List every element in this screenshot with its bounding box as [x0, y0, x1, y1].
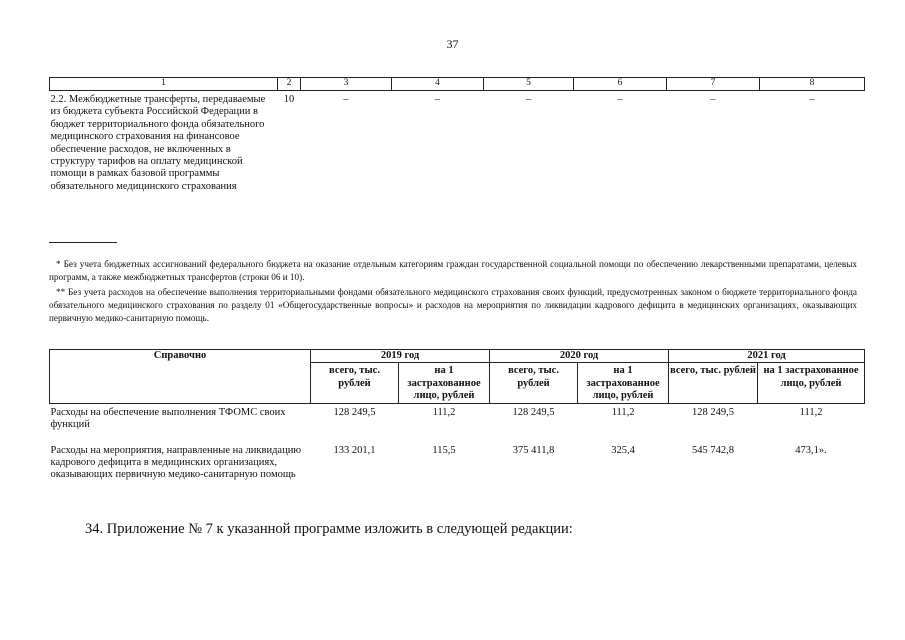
- subheader-total: всего, тыс. рублей: [311, 363, 399, 404]
- year-header: 2021 год: [669, 350, 865, 363]
- row-label: Расходы на обеспечение выполнения ТФОМС своих функций: [50, 406, 286, 431]
- table-cell: –: [617, 94, 623, 105]
- table-cell: 375 411,8: [512, 444, 555, 456]
- table-cell: 473,1».: [795, 444, 827, 456]
- table-cell: 545 742,8: [692, 444, 735, 456]
- row-code: 10: [283, 94, 295, 105]
- subheader-per-person: на 1 застрахованное лицо, рублей: [399, 363, 490, 404]
- subheader-total: всего, тыс. рублей: [490, 363, 578, 404]
- footnote-divider: [49, 242, 117, 243]
- table-cell: 128 249,5: [692, 406, 735, 418]
- year-header: 2019 год: [311, 350, 490, 363]
- table-cell: 111,2: [799, 406, 823, 418]
- table-cell: –: [809, 94, 815, 105]
- table-header-row: [50, 350, 865, 363]
- column-number: 3: [301, 78, 392, 91]
- table-cell: 111,2: [432, 406, 456, 418]
- year-header: 2020 год: [490, 350, 669, 363]
- footnote-2: ** Без учета расходов на обеспечение выполнения территориальными фондами обязательного медицинского страхования своих функций, предусмотренных законом о бюджете территориального фонда обязательного медицинского страхования по разделу 01 «Общегосударственные вопросы» и расходов на мероприятия по ликвидации кадрового дефицита в медицинских организациях, оказывающих первичную медико-санитарную помощь.: [49, 287, 857, 323]
- reference-table: [49, 349, 865, 482]
- paragraph-34: 34. Приложение № 7 к указанной программе изложить в следующей редакции:: [85, 521, 573, 537]
- footnote-1: * Без учета бюджетных ассигнований федерального бюджета на оказание отдельным категориям граждан государственной социальной помощи по обеспечению лекарственными препаратами, целевых программ, а также межбюджетных трансфертов (строки 06 и 10).: [49, 259, 857, 282]
- table-cell: –: [710, 94, 716, 105]
- subheader-per-person: на 1 застрахованное лицо, рублей: [758, 363, 865, 404]
- table-header-row: [50, 78, 865, 91]
- page-number: 37: [446, 37, 459, 51]
- corner-header: Справочно: [50, 350, 311, 404]
- column-number: 7: [667, 78, 760, 91]
- column-number: 2: [278, 78, 301, 91]
- column-number: 8: [760, 78, 865, 91]
- row-label: Расходы на мероприятия, направленные на ликвидацию кадрового дефицита в медицинских организациях, оказывающих первичную медико-санитарную помощь: [50, 444, 302, 481]
- table-cell: 128 249,5: [512, 406, 555, 418]
- table-cell: –: [343, 94, 349, 105]
- column-number: 4: [392, 78, 484, 91]
- table-cell: 115,5: [432, 444, 456, 456]
- table-cell: 325,4: [611, 444, 635, 456]
- column-number: 6: [574, 78, 667, 91]
- row-name: 2.2. Межбюджетные трансферты, передаваемые из бюджета субъекта Российской Федерации в бюджет территориального фонда обязательного медицинского страхования на финансовое обеспечение расходов, не включенных в структуру тарифов на оплату медицинской помощи в рамках базовой программы обязательного медицинского страхования: [50, 94, 266, 192]
- table-cell: –: [525, 94, 532, 105]
- table-row: [50, 403, 865, 439]
- column-number: 1: [50, 78, 278, 91]
- table-cell: 111,2: [611, 406, 635, 418]
- column-number: 5: [484, 78, 574, 91]
- subheader-total: всего, тыс. рублей: [669, 363, 758, 404]
- budget-table: [49, 77, 865, 193]
- table-cell: 128 249,5: [333, 406, 376, 418]
- table-cell: 133 201,1: [333, 444, 376, 456]
- table-row: [50, 91, 865, 194]
- subheader-per-person: на 1 застрахованное лицо, рублей: [578, 363, 669, 404]
- table-row: [50, 440, 865, 482]
- table-cell: –: [434, 94, 441, 105]
